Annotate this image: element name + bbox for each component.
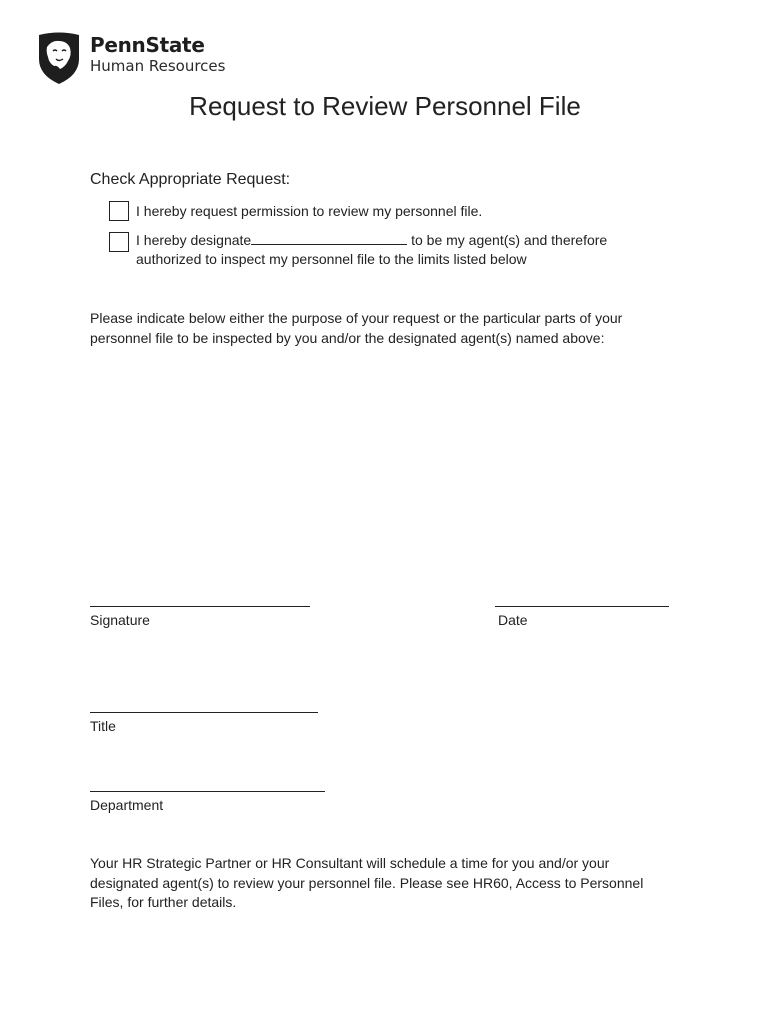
designate-text-line2: authorized to inspect my personnel file to the limits listed below xyxy=(136,251,527,267)
date-line[interactable] xyxy=(495,606,669,607)
title-label: Title xyxy=(90,718,116,734)
department-line[interactable] xyxy=(90,791,325,792)
review-own-file-label: I hereby request permission to review my personnel file. xyxy=(136,203,483,219)
department-label: Department xyxy=(90,797,164,813)
designate-agent-label xyxy=(136,231,607,269)
signature-line[interactable] xyxy=(90,606,310,607)
designate-text-before: I hereby designate xyxy=(136,232,252,248)
purpose-text-area[interactable] xyxy=(90,352,680,592)
designate-text-after: to be my agent(s) and therefore xyxy=(407,232,608,248)
agent-name-field[interactable] xyxy=(251,232,407,245)
review-own-file-checkbox[interactable] xyxy=(109,201,129,221)
date-label: Date xyxy=(498,612,528,628)
purpose-instructions: Please indicate below either the purpose of your request or the particular parts of your personnel file to be inspected by you and/or the designated agent(s) named above: xyxy=(90,310,623,346)
designate-agent-checkbox[interactable] xyxy=(109,232,129,252)
signature-label: Signature xyxy=(90,612,150,628)
brand-subtitle: Human Resources xyxy=(90,57,226,75)
title-line[interactable] xyxy=(90,712,318,713)
request-heading: Check Appropriate Request: xyxy=(90,171,291,188)
penn-state-shield-logo xyxy=(36,31,82,85)
brand-name: PennState xyxy=(90,33,205,57)
footer-note: Your HR Strategic Partner or HR Consultant will schedule a time for you and/or your designated agent(s) to review your personnel file. Please see HR60, Access to Personnel Files, for further details. xyxy=(90,855,644,910)
document-title: Request to Review Personnel File xyxy=(189,91,581,121)
